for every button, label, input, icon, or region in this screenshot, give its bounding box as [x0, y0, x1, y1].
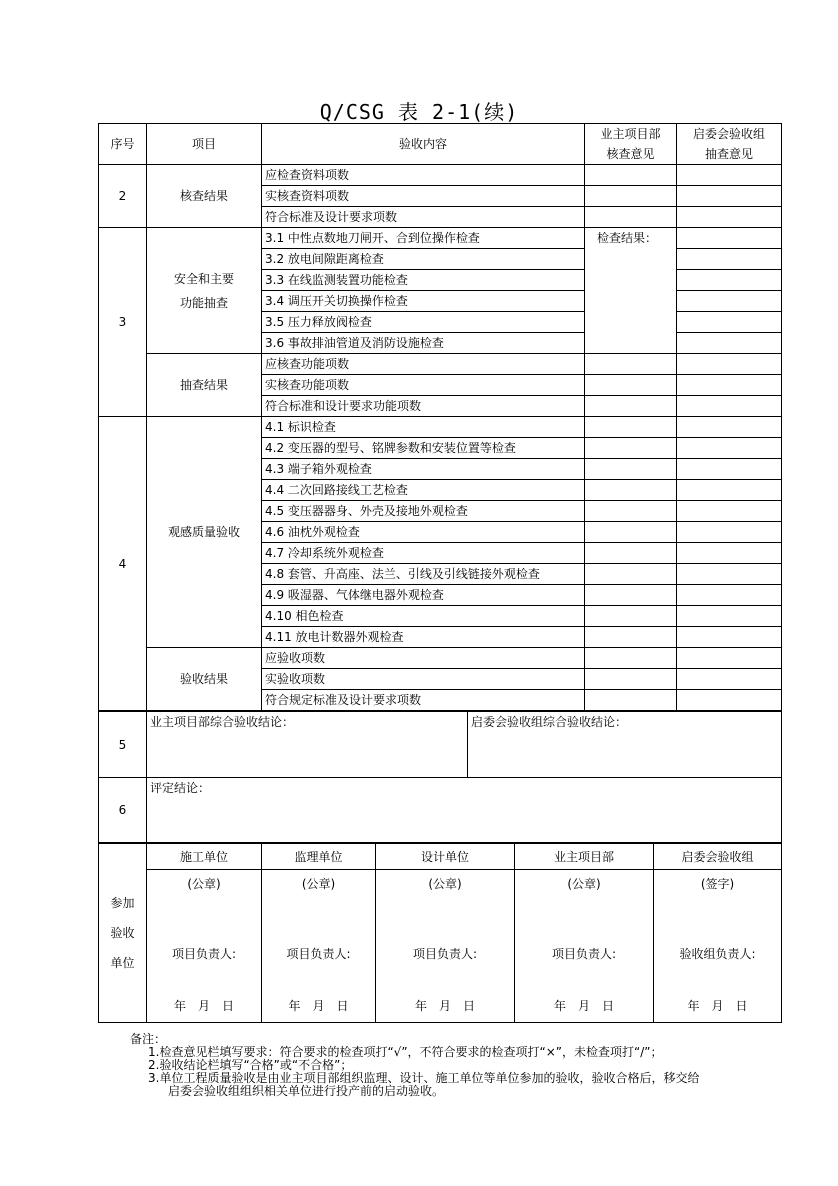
- unit-date: 年 月 日: [687, 999, 748, 1013]
- unit-person: 验收组负责人:: [679, 947, 756, 961]
- seq-3: 3: [99, 228, 147, 417]
- content-row: 3.6 事故排油管道及消防设施检查: [262, 333, 585, 354]
- item-spot-result: 抽查结果: [147, 354, 262, 417]
- committee-opinion-cell[interactable]: [677, 690, 782, 711]
- unit-date: 年 月 日: [553, 999, 614, 1013]
- content-row: 符合标准及设计要求项数: [262, 207, 585, 228]
- participants-table: [98, 843, 782, 1023]
- committee-opinion-cell[interactable]: [677, 522, 782, 543]
- committee-opinion-cell[interactable]: [677, 501, 782, 522]
- owner-opinion-cell[interactable]: [585, 585, 677, 606]
- item-line: 功能抽查: [179, 295, 228, 310]
- content-row: 3.4 调压开关切换操作检查: [262, 291, 585, 312]
- content-row: 4.4 二次回路接线工艺检查: [262, 480, 585, 501]
- unit-person: 项目负责人:: [412, 947, 478, 961]
- unit-person: 项目负责人:: [551, 947, 617, 961]
- unit-name: 启委会验收组: [654, 844, 782, 870]
- unit-sign-cell[interactable]: [147, 870, 262, 1023]
- conclusion-table: [98, 711, 782, 843]
- committee-opinion-cell[interactable]: [677, 333, 782, 354]
- committee-opinion-cell[interactable]: [677, 648, 782, 669]
- unit-sign-cell[interactable]: [376, 870, 515, 1023]
- committee-opinion-cell[interactable]: [677, 480, 782, 501]
- content-row: 4.9 吸湿器、气体继电器外观检查: [262, 585, 585, 606]
- label-line: 参加: [110, 896, 135, 910]
- unit-seal: (公章): [301, 877, 336, 891]
- owner-opinion-cell[interactable]: [585, 438, 677, 459]
- header-seq: 序号: [99, 124, 147, 165]
- header-committee: [677, 124, 782, 165]
- content-row: 应检查资料项数: [262, 165, 585, 186]
- committee-opinion-cell[interactable]: [677, 186, 782, 207]
- committee-opinion-cell[interactable]: [677, 375, 782, 396]
- committee-opinion-cell[interactable]: [677, 585, 782, 606]
- header-item: 项目: [147, 124, 262, 165]
- unit-name: 施工单位: [147, 844, 262, 870]
- seq-5: 5: [99, 712, 147, 778]
- owner-opinion-cell[interactable]: [585, 207, 677, 228]
- label-line: 验收: [110, 926, 135, 940]
- note-line: 2.验收结论栏填写“合格”或“不合格”；: [148, 1058, 353, 1072]
- committee-opinion-cell[interactable]: [677, 459, 782, 480]
- unit-date: 年 月 日: [173, 999, 234, 1013]
- content-row: 4.8 套管、升高座、法兰、引线及引线链接外观检查: [262, 564, 585, 585]
- committee-opinion-cell[interactable]: [677, 627, 782, 648]
- header-committee-line: 抽查意见: [704, 147, 753, 161]
- committee-opinion-cell[interactable]: [677, 669, 782, 690]
- content-row: 实核查功能项数: [262, 375, 585, 396]
- committee-conclusion[interactable]: 启委会验收组综合验收结论：: [468, 712, 782, 778]
- committee-opinion-cell[interactable]: [677, 165, 782, 186]
- owner-opinion-cell[interactable]: [585, 648, 677, 669]
- committee-opinion-cell[interactable]: [677, 207, 782, 228]
- owner-conclusion[interactable]: 业主项目部综合验收结论：: [147, 712, 468, 778]
- content-row: 3.5 压力释放阀检查: [262, 312, 585, 333]
- label-line: 单位: [110, 956, 135, 970]
- content-row: 4.6 油枕外观检查: [262, 522, 585, 543]
- committee-opinion-cell[interactable]: [677, 228, 782, 249]
- owner-opinion-cell[interactable]: [585, 627, 677, 648]
- item-acceptance-result: 验收结果: [147, 648, 262, 711]
- header-owner-line: 业主项目部: [600, 127, 661, 141]
- owner-opinion-cell[interactable]: [585, 501, 677, 522]
- note-line: 3.单位工程质量验收是由业主项目部组织监理、设计、施工单位等单位参加的验收，验收合格后，移交给: [148, 1071, 700, 1085]
- unit-date: 年 月 日: [288, 999, 349, 1013]
- committee-opinion-cell[interactable]: [677, 312, 782, 333]
- unit-seal: (公章): [567, 877, 601, 891]
- content-row: 4.3 端子箱外观检查: [262, 459, 585, 480]
- content-row: 实核查资料项数: [262, 186, 585, 207]
- committee-opinion-cell[interactable]: [677, 417, 782, 438]
- owner-opinion-cell[interactable]: [585, 417, 677, 438]
- content-row: 3.3 在线监测装置功能检查: [262, 270, 585, 291]
- seq-4: 4: [99, 417, 147, 711]
- content-row: 4.11 放电计数器外观检查: [262, 627, 585, 648]
- participants-label: [99, 844, 147, 1023]
- inspection-table: [98, 123, 782, 711]
- committee-opinion-cell[interactable]: [677, 606, 782, 627]
- header-owner: [585, 124, 677, 165]
- unit-sign-cell[interactable]: [654, 870, 782, 1023]
- page-title: Q/CSG 表 2-1(续): [319, 100, 519, 124]
- unit-person: 项目负责人:: [171, 947, 237, 961]
- unit-seal: (公章): [187, 877, 221, 891]
- committee-opinion-cell[interactable]: [677, 270, 782, 291]
- owner-opinion-cell[interactable]: [585, 606, 677, 627]
- item-check-result: 核查结果: [147, 165, 262, 228]
- committee-opinion-cell[interactable]: [677, 438, 782, 459]
- unit-name: 监理单位: [262, 844, 376, 870]
- content-row: 4.7 冷却系统外观检查: [262, 543, 585, 564]
- seq-2: 2: [99, 165, 147, 228]
- content-row: 符合规定标准及设计要求项数: [262, 690, 585, 711]
- content-row: 应核查功能项数: [262, 354, 585, 375]
- owner-opinion-cell[interactable]: [585, 459, 677, 480]
- content-row: 符合标准和设计要求功能项数: [262, 396, 585, 417]
- owner-opinion-cell[interactable]: [585, 690, 677, 711]
- unit-name: 设计单位: [376, 844, 515, 870]
- content-row: 4.10 相色检查: [262, 606, 585, 627]
- unit-person: 项目负责人:: [286, 947, 351, 961]
- owner-opinion-cell[interactable]: [585, 564, 677, 585]
- owner-opinion-cell[interactable]: [585, 480, 677, 501]
- committee-opinion-cell[interactable]: [677, 564, 782, 585]
- owner-check-result[interactable]: 检查结果：: [585, 228, 677, 354]
- evaluation-conclusion[interactable]: 评定结论：: [147, 778, 782, 843]
- committee-opinion-cell[interactable]: [677, 543, 782, 564]
- header-owner-line: 核查意见: [606, 147, 655, 161]
- committee-opinion-cell[interactable]: [677, 354, 782, 375]
- unit-seal: (签字): [700, 877, 735, 891]
- header-content: 验收内容: [262, 124, 585, 165]
- owner-opinion-cell[interactable]: [585, 354, 677, 375]
- item-line: 安全和主要: [173, 271, 234, 286]
- content-row: 4.2 变压器的型号、铭牌参数和安装位置等检查: [262, 438, 585, 459]
- item-safety-function: [147, 228, 262, 354]
- note-line: 1.检查意见栏填写要求：符合要求的检查项打“√”，不符合要求的检查项打“×”，未检查项打“/”；: [148, 1045, 663, 1059]
- owner-opinion-cell[interactable]: [585, 522, 677, 543]
- owner-opinion-cell[interactable]: [585, 396, 677, 417]
- committee-opinion-cell[interactable]: [677, 291, 782, 312]
- unit-seal: (公章): [428, 877, 462, 891]
- note-line: 启委会验收组组织相关单位进行投产前的启动验收。: [168, 1084, 445, 1098]
- owner-opinion-cell[interactable]: [585, 165, 677, 186]
- owner-opinion-cell[interactable]: [585, 186, 677, 207]
- item-appearance: 观感质量验收: [147, 417, 262, 648]
- content-row: 4.5 变压器器身、外壳及接地外观检查: [262, 501, 585, 522]
- committee-opinion-cell[interactable]: [677, 396, 782, 417]
- notes: [130, 1033, 699, 1098]
- committee-opinion-cell[interactable]: [677, 249, 782, 270]
- notes-head: 备注：: [130, 1032, 167, 1046]
- content-row: 实验收项数: [262, 669, 585, 690]
- content-row: 3.2 放电间隙距离检查: [262, 249, 585, 270]
- content-row: 应验收项数: [262, 648, 585, 669]
- owner-opinion-cell[interactable]: [585, 375, 677, 396]
- header-committee-line: 启委会验收组: [692, 127, 765, 141]
- unit-name: 业主项目部: [515, 844, 654, 870]
- unit-sign-cell[interactable]: [262, 870, 376, 1023]
- unit-sign-cell[interactable]: [515, 870, 654, 1023]
- seq-6: 6: [99, 778, 147, 843]
- content-row: 3.1 中性点数地刀闸开、合到位操作检查: [262, 228, 585, 249]
- owner-opinion-cell[interactable]: [585, 669, 677, 690]
- content-row: 4.1 标识检查: [262, 417, 585, 438]
- unit-date: 年 月 日: [414, 999, 475, 1013]
- owner-opinion-cell[interactable]: [585, 543, 677, 564]
